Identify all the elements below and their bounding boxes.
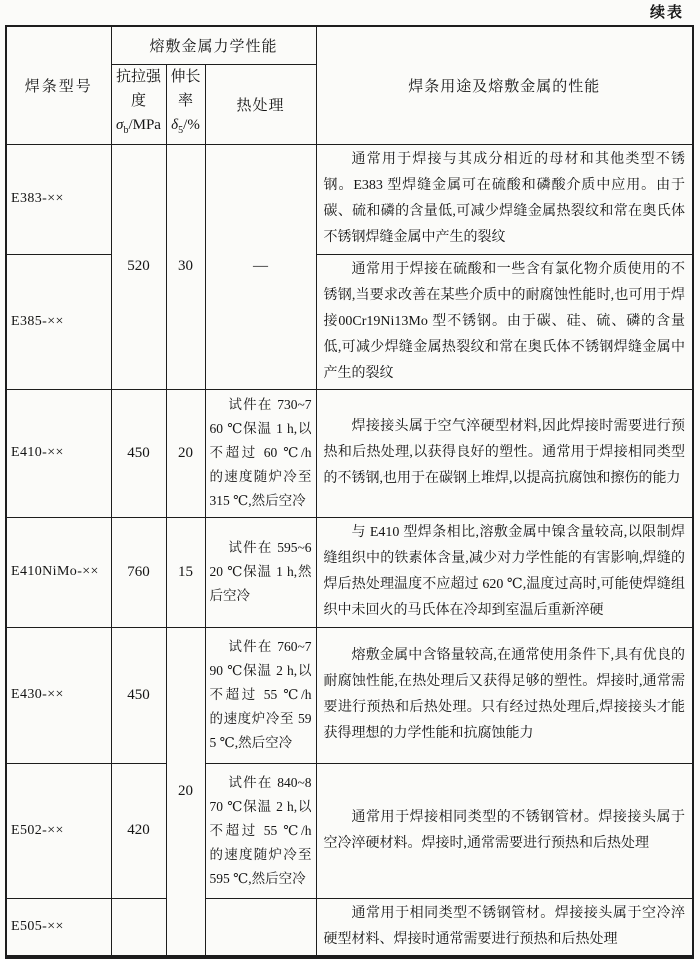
cell-model-e430: E430-×× (6, 627, 111, 763)
cell-model-e410: E410-×× (6, 389, 111, 517)
cell-model-e383: E383-×× (6, 144, 111, 254)
table-row-e410 (6, 389, 693, 517)
table-row-e502 (6, 763, 693, 898)
cell-model-e410nimo: E410NiMo-×× (6, 517, 111, 627)
delta-symbol: δ (171, 117, 179, 133)
elongation-unit: /% (183, 117, 200, 133)
cell-heat-e502 (205, 763, 316, 898)
usage-text: 通常用于焊接在硫酸和一些含有氯化物介质使用的不锈钢,当要求改善在某些介质中的耐腐蚀性能时,也可用于焊接00Cr19Ni13Mo 型不锈钢。由于碳、硅、硫、磷的含量低,可减少焊缝金属热裂纹和常在奥氏体不锈钢焊缝金属中产生的裂纹 (323, 261, 686, 381)
col-header-tensile (111, 64, 166, 144)
usage-text: 熔敷金属中含铬量较高,在通常使用条件下,具有优良的耐腐蚀性能,在热处理后又获得足够的塑性。焊接时,通常需要进行预热和后热处理。只有经过热处理后,焊接接头才能获得理想的力学性能和抗腐蚀能力 (323, 648, 686, 741)
heat-treatment-text: 试件在 760~790 ℃保温 2 h,以不超过 55 ℃/h 的速度炉冷至 595 ℃,然后空冷 (209, 639, 312, 750)
col-header-mech-group: 熔敷金属力学性能 (111, 26, 316, 64)
cell-heat-e430 (205, 627, 316, 763)
cell-usage-e505 (316, 898, 693, 957)
header-row-1 (6, 26, 693, 64)
tensile-unit: /MPa (128, 117, 161, 133)
table-row-e385 (6, 254, 693, 389)
usage-text: 与 E410 型焊条相比,溶敷金属中镍含量较高,以限制焊缝组织中的铁素体含量,减少对力学性能的有害影响,焊缝的焊后热处理温度不应超过 620 ℃,温度过高时,可能使焊缝组织中未回火的马氏体在冷却到室温后重新淬硬 (323, 525, 686, 618)
cell-elongation-e410: 20 (166, 389, 205, 517)
cell-usage-e383 (316, 144, 693, 254)
heat-treatment-text: 试件在 840~870 ℃保温 2 h,以不超过 55 ℃/h 的速度随炉冷至 595 ℃,然后空冷 (209, 774, 312, 886)
cell-tensile-e505-empty (111, 898, 166, 957)
tensile-header-name: 抗拉强度 (115, 69, 161, 109)
usage-text: 通常用于相同类型不锈钢管材。焊接接头属于空冷淬硬型材料、焊接时通常需要进行预热和后热处理 (323, 905, 686, 947)
sigma-symbol: σ (116, 117, 124, 133)
cell-usage-e430 (316, 627, 693, 763)
elongation-header-symbol (167, 113, 205, 143)
usage-text: 焊接接头属于空气淬硬型材料,因此焊接时需要进行预热和后热处理,以获得良好的塑性。通常用于焊接相同类型的不锈钢,也用于在碳钢上堆焊,以提高抗腐蚀和擦伤的能力 (323, 419, 686, 486)
cell-elongation-e410nimo: 15 (166, 517, 205, 627)
cell-tensile-e430: 450 (111, 627, 166, 763)
cell-heat-e410 (205, 389, 316, 517)
cell-usage-e502 (316, 763, 693, 898)
electrode-table (5, 25, 694, 959)
usage-text: 通常用于焊接相同类型的不锈钢管材。焊接接头属于空冷淬硬材料。焊接时,通常需要进行预热和后热处理 (323, 809, 686, 851)
cell-heat-e410nimo (205, 517, 316, 627)
cell-heat-e505-empty (205, 898, 316, 957)
sigma-subscript: b (123, 125, 129, 136)
table-row-e430 (6, 627, 693, 763)
cell-elongation-group1: 30 (166, 144, 205, 389)
col-header-elongation (166, 64, 205, 144)
cell-usage-e385 (316, 254, 693, 389)
cell-tensile-e410: 450 (111, 389, 166, 517)
col-header-usage: 焊条用途及熔敷金属的性能 (316, 26, 693, 144)
cell-model-e385: E385-×× (6, 254, 111, 389)
table-row-e383 (6, 144, 693, 254)
col-header-model: 焊条型号 (6, 26, 111, 144)
tensile-header-symbol (112, 113, 166, 143)
cell-heat-group1: — (205, 144, 316, 389)
elongation-header-name: 伸长率 (170, 69, 201, 109)
delta-subscript: 5 (178, 125, 184, 136)
usage-text: 通常用于焊接与其成分相近的母材和其他类型不锈钢。E383 型焊缝金属可在硫酸和磷酸介质中应用。由于碳、硫和磷的含量低,可减少焊缝金属热裂纹和常在奥氏体不锈钢焊缝金属中产生的裂纹 (323, 152, 686, 245)
col-header-heat: 热处理 (205, 64, 316, 144)
cell-elongation-group2: 20 (166, 627, 205, 957)
heat-treatment-text: 试件在 730~760 ℃保温 1 h,以不超过 60 ℃/h 的速度随炉冷至 315 ℃,然后空冷 (209, 397, 312, 508)
continued-table-label: 续表 (649, 5, 684, 21)
table-row-e505 (6, 898, 693, 957)
cell-model-e502: E502-×× (6, 763, 111, 898)
cell-usage-e410 (316, 389, 693, 517)
heat-treatment-text: 试件在 595~620 ℃保温 1 h,然后空冷 (209, 540, 312, 603)
cell-tensile-e410nimo: 760 (111, 517, 166, 627)
table-row-e410nimo (6, 517, 693, 627)
cell-tensile-e502: 420 (111, 763, 166, 898)
cell-tensile-group1: 520 (111, 144, 166, 389)
cell-usage-e410nimo (316, 517, 693, 627)
cell-model-e505: E505-×× (6, 898, 111, 957)
